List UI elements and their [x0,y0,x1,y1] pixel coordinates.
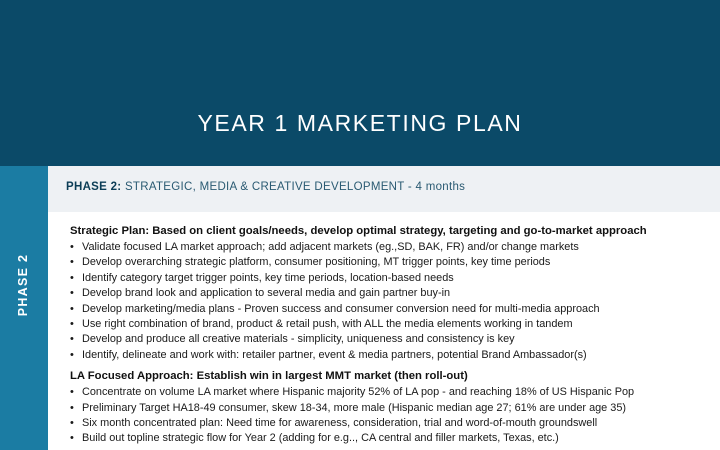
phase-header-description: STRATEGIC, MEDIA & CREATIVE DEVELOPMENT - 4 months [121,181,466,193]
list-item: • Preliminary Target HA18-49 consumer, skew 18-34, more male (Hispanic median age 27; 61% are under age 35) [48,401,720,416]
bullet-list-strategic-plan [48,240,720,363]
page-title: YEAR 1 MARKETING PLAN [197,110,523,136]
list-item: • Develop marketing/media plans - Proven success and consumer conversion need for multi-media approach [48,302,720,317]
list-item: • Validate focused LA market approach; add adjacent markets (eg.,SD, BAK, FR) and/or change markets [48,240,720,255]
list-item: • Build out topline strategic flow for Year 2 (adding for e.g.., CA central and filler markets, Texas, etc.) [48,431,720,446]
section-heading-strategic-plan: Strategic Plan: Based on client goals/needs, develop optimal strategy, targeting and go-to-market approach [70,225,647,237]
list-item: • Identify category target trigger points, key time periods, location-based needs [48,271,720,286]
list-item: • Concentrate on volume LA market where Hispanic majority 52% of LA pop - and reaching 18% of US Hispanic Pop [48,385,720,400]
list-item: • Use right combination of brand, product & retail push, with ALL the media elements working in tandem [48,317,720,332]
phase-sidebar-label: PHASE 2 [16,253,30,317]
phase-sidebar [0,166,48,450]
content-area [48,212,720,450]
title-banner [0,0,720,166]
phase-header-strip [48,166,720,213]
phase-header-label: PHASE 2: [66,181,122,193]
phase-header-text [66,181,465,193]
list-item: • Identify, delineate and work with: retailer partner, event & media partners, potential Brand Ambassador(s) [48,348,720,363]
section-heading-la-focused-approach: LA Focused Approach: Establish win in largest MMT market (then roll-out) [70,370,468,383]
bullet-list-la-focused-approach [48,385,720,447]
list-item: • Six month concentrated plan: Need time for awareness, consideration, trial and word-of-mouth groundswell [48,416,720,431]
list-item: • Develop and produce all creative materials - simplicity, uniqueness and consistency is key [48,332,720,347]
list-item: • Develop overarching strategic platform, consumer positioning, MT trigger points, key time periods [48,255,720,270]
body-area [48,166,720,450]
list-item: • Develop brand look and application to several media and gain partner buy-in [48,286,720,301]
